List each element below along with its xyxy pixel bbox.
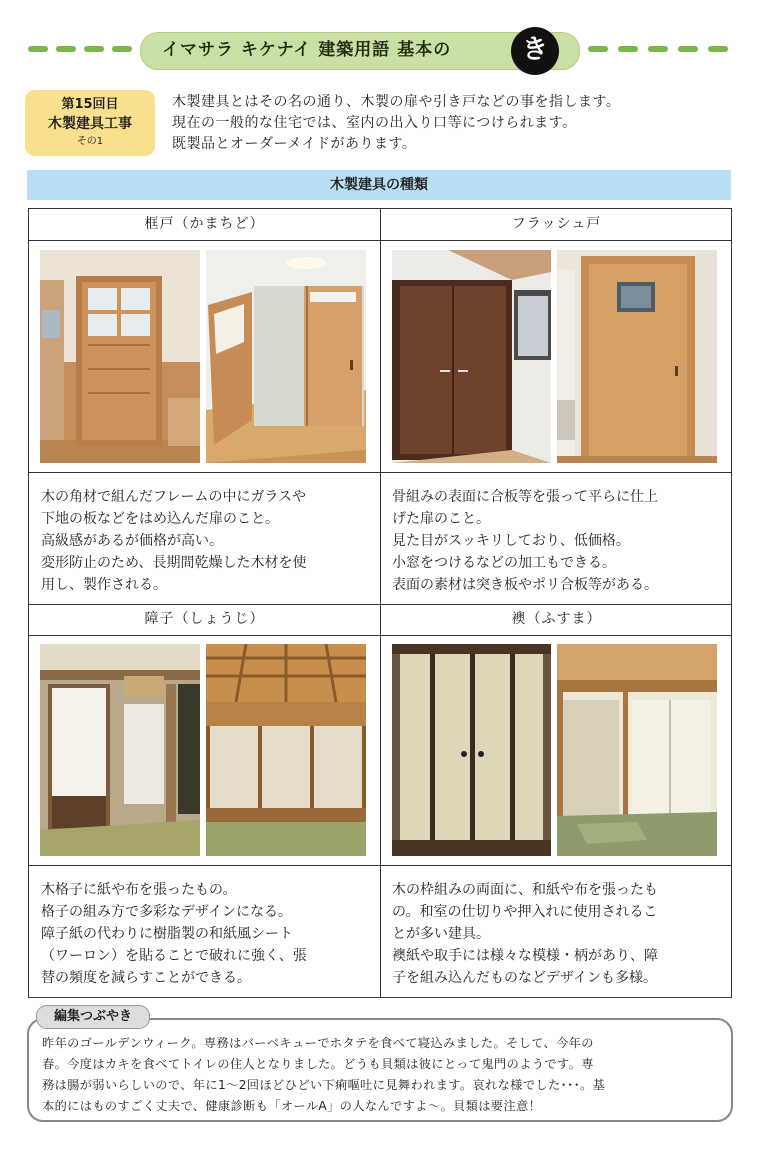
type-kamachido-desc: 木の角材で組んだフレームの中にガラスや 下地の板などをはめ込んだ扉のこと。 高級感があるが価格が高い。 変形防止のため、長期間乾燥した木材を使 用し、製作される。 [41, 489, 307, 593]
memo-line: 務は腸が弱いらしいので、年に1～2回ほどひどい下痢嘔吐に見舞われます。哀れな様でした･･･。基 [42, 1078, 606, 1092]
kamachido-photo-1 [40, 250, 200, 463]
intro-text [172, 92, 620, 155]
type-shoji-name: 障子（しょうじ） [144, 611, 265, 627]
memo-line: 本的にはものすごく丈夫で、健康診断も「オールA」の人なんですよ～。貝類は要注意！ [42, 1099, 542, 1113]
intro-line: 現在の一般的な住宅では、室内の出入り口等につけられます。 [172, 115, 577, 131]
section-title: 木製建具の種類 [27, 170, 731, 200]
kamachido-photo-2 [206, 250, 366, 463]
header-dash-left [28, 46, 140, 52]
title-badge: き [511, 27, 559, 75]
memo-label: 編集つぶやき [36, 1005, 150, 1029]
memo-line: 昨年のゴールデンウィーク。専務はバーベキューでホタテを食べて寝込みました。そして、今年の [42, 1036, 594, 1050]
fusuma-photo-2 [557, 644, 717, 856]
type-flush-desc: 骨組みの表面に合板等を張って平らに仕上 げた扉のこと。 見た目がスッキリしており、低価格。 小窓をつけるなどの加工もできる。 表面の素材は突き板やポリ合板等がある。 [392, 489, 658, 593]
shoji-photo-1 [40, 644, 200, 856]
fusuma-photo-1 [392, 644, 551, 856]
intro-line: 木製建具とはその名の通り、木製の扉や引き戸などの事を指します。 [172, 94, 621, 110]
type-flush-name: フラッシュ戸 [511, 216, 602, 232]
episode-number: 第15回目 [61, 97, 119, 112]
page-title: イマサラ キケナイ 建築用語 基本の [162, 40, 452, 60]
type-kamachido-name: 框戸（かまちど） [144, 216, 265, 232]
episode-topic: 木製建具工事 [48, 116, 132, 132]
intro-line: 既製品とオーダーメイドがあります。 [172, 136, 417, 152]
shoji-photo-2 [206, 644, 366, 856]
flush-photo-2 [557, 250, 717, 463]
episode-part: その1 [76, 136, 104, 147]
door-types-table [28, 208, 732, 998]
type-fusuma-name: 襖（ふすま） [511, 611, 602, 627]
header-dash-right [588, 46, 734, 52]
type-shoji-desc: 木格子に紙や布を張ったもの。 格子の組み方で多彩なデザインになる。 障子紙の代わりに樹脂製の和紙風シート （ワーロン）を貼ることで破れに強く、張 替の頻度を減らすことができる。 [41, 882, 307, 986]
memo-box [27, 1018, 733, 1122]
flush-photo-1 [392, 250, 551, 463]
episode-box [25, 90, 155, 156]
memo-line: 春。今度はカキを食べてトイレの住人となりました。どうも貝類は彼にとって鬼門のようです。専 [42, 1057, 594, 1071]
type-fusuma-desc: 木の枠組みの両面に、和紙や布を張ったも の。和室の仕切りや押入れに使用されるこ とが多い建具。 襖紙や取手には様々な模様・柄があり、障 子を組み込んだものなどデザインも多様。 [392, 882, 658, 986]
